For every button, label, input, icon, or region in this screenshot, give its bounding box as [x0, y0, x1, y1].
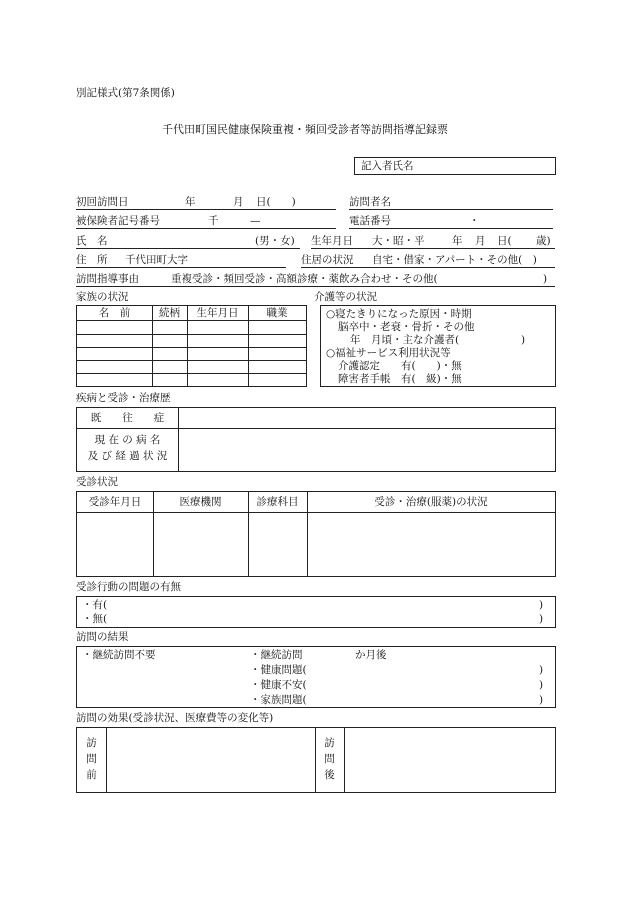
name-label: 氏 名 — [76, 235, 108, 247]
consult-col-department: 診療科目 — [256, 496, 299, 508]
phone-label: 電話番号 — [349, 215, 391, 227]
effect-after-char-3: 後 — [324, 769, 335, 781]
consult-table — [76, 491, 556, 577]
behavior-box — [76, 596, 556, 628]
residence-label: 住居の状況 — [301, 254, 354, 266]
result-health-anxiety-close: ) — [539, 679, 544, 691]
first-visit-year: 年 — [185, 196, 196, 208]
care-cause-options: 脳卒中・老衰・骨折・その他 — [338, 321, 475, 333]
family-col-name: 名 前 — [98, 307, 131, 319]
consult-col-facility: 医療機関 — [179, 496, 222, 508]
address-label: 住 所 — [76, 254, 108, 266]
birth-age: 歳) — [536, 235, 551, 247]
care-disability: 障害者手帳 有( 級)・無 — [338, 373, 462, 385]
first-visit-month: 月 — [233, 196, 244, 208]
reason-close: ) — [543, 273, 548, 285]
phone-underline[interactable] — [349, 228, 553, 229]
first-visit-label: 初回訪問日 — [76, 196, 129, 208]
history-current-label-2: 及 び 経 過 状 況 — [87, 450, 168, 462]
care-caregiver: 年 月頃・主な介護者( — [350, 334, 460, 346]
form-title: 千代田町国民健康保険重複・頻回受診者等訪問指導記録票 — [162, 123, 448, 136]
behavior-yes-close: ) — [539, 599, 544, 611]
care-box — [320, 305, 556, 387]
effect-before-char-3: 前 — [86, 769, 97, 781]
reason-underline[interactable] — [76, 286, 555, 287]
care-title: 介護等の状況 — [314, 291, 377, 303]
history-table — [76, 407, 556, 472]
result-no-continue: ・継続訪問不要 — [82, 649, 156, 661]
recorder-name-field[interactable] — [354, 157, 556, 175]
birth-year: 年 — [452, 235, 463, 247]
insured-number-underline[interactable] — [76, 228, 336, 229]
result-health-anxiety: ・健康不安( — [250, 679, 307, 691]
consult-col-date: 受診年月日 — [88, 496, 142, 508]
result-health-problem: ・健康問題( — [250, 664, 307, 676]
consult-title: 受診状況 — [76, 476, 118, 488]
name-underline[interactable] — [76, 248, 300, 249]
first-visit-underline — [76, 209, 336, 210]
effect-before-char-1: 訪 — [86, 737, 97, 749]
address-underline[interactable] — [76, 267, 286, 268]
effect-before-char-2: 問 — [86, 753, 97, 765]
form-reference: 別記様式(第7条関係) — [76, 87, 175, 99]
care-cause-line: ○寝たきりになった原因・時期 — [326, 308, 472, 320]
reason-options: 重複受診・頻回受診・高額診療・薬飲み合わせ・その他( — [171, 273, 438, 285]
effect-after-char-1: 訪 — [324, 737, 335, 749]
reason-label: 訪問指導事由 — [76, 273, 139, 285]
family-col-relation: 続柄 — [159, 307, 180, 319]
visitor-label: 訪問者名 — [349, 196, 391, 208]
residence-options: 自宅・借家・アパート・その他( ) — [372, 254, 537, 266]
effect-title: 訪問の効果(受診状況、医療費等の変化等) — [76, 712, 274, 724]
care-certification: 介護認定 有( )・無 — [338, 360, 462, 372]
behavior-title: 受診行動の問題の有無 — [76, 581, 181, 593]
recorder-name-label: 記入者氏名 — [361, 160, 414, 172]
effect-box — [76, 727, 556, 793]
residence-underline[interactable] — [301, 267, 555, 268]
birth-day: 日( — [497, 235, 512, 247]
insured-number-code: 千 — — [208, 215, 261, 227]
result-health-problem-close: ) — [539, 664, 544, 676]
result-months-later: か月後 — [355, 649, 387, 661]
behavior-no: ・無( — [82, 613, 108, 625]
insured-number-label: 被保険者記号番号 — [76, 215, 160, 227]
family-col-occupation: 職業 — [266, 307, 288, 319]
result-family-problem: ・家族問題( — [250, 694, 307, 706]
care-welfare-line: ○福祉サービス利用状況等 — [326, 347, 451, 359]
gender-options: (男・女) — [255, 235, 295, 247]
family-title: 家族の状況 — [76, 291, 129, 303]
result-box — [76, 646, 556, 708]
result-continue: ・継続訪問 — [250, 649, 303, 661]
behavior-no-close: ) — [539, 613, 544, 625]
care-caregiver-close: ) — [521, 334, 526, 346]
birth-era: 大・昭・平 — [372, 235, 425, 247]
history-past-label: 既 往 症 — [90, 412, 165, 424]
behavior-yes: ・有( — [82, 599, 108, 611]
phone-dot: ・ — [469, 215, 480, 227]
history-title: 疾病と受診・治療歴 — [76, 392, 171, 404]
family-col-birthdate: 生年月日 — [196, 307, 239, 319]
result-title: 訪問の結果 — [76, 631, 129, 643]
history-current-label-1: 現 在 の 病 名 — [94, 434, 161, 446]
visitor-underline[interactable] — [349, 209, 553, 210]
address-value: 千代田町大字 — [125, 254, 188, 266]
birth-month: 月 — [475, 235, 486, 247]
effect-after-char-2: 問 — [324, 753, 335, 765]
result-family-problem-close: ) — [539, 694, 544, 706]
consult-col-status: 受診・治療(服薬)の状況 — [374, 496, 488, 508]
first-visit-day: 日( ) — [256, 196, 296, 208]
birth-label: 生年月日 — [311, 235, 353, 247]
family-table — [76, 305, 307, 387]
birth-underline[interactable] — [311, 248, 555, 249]
